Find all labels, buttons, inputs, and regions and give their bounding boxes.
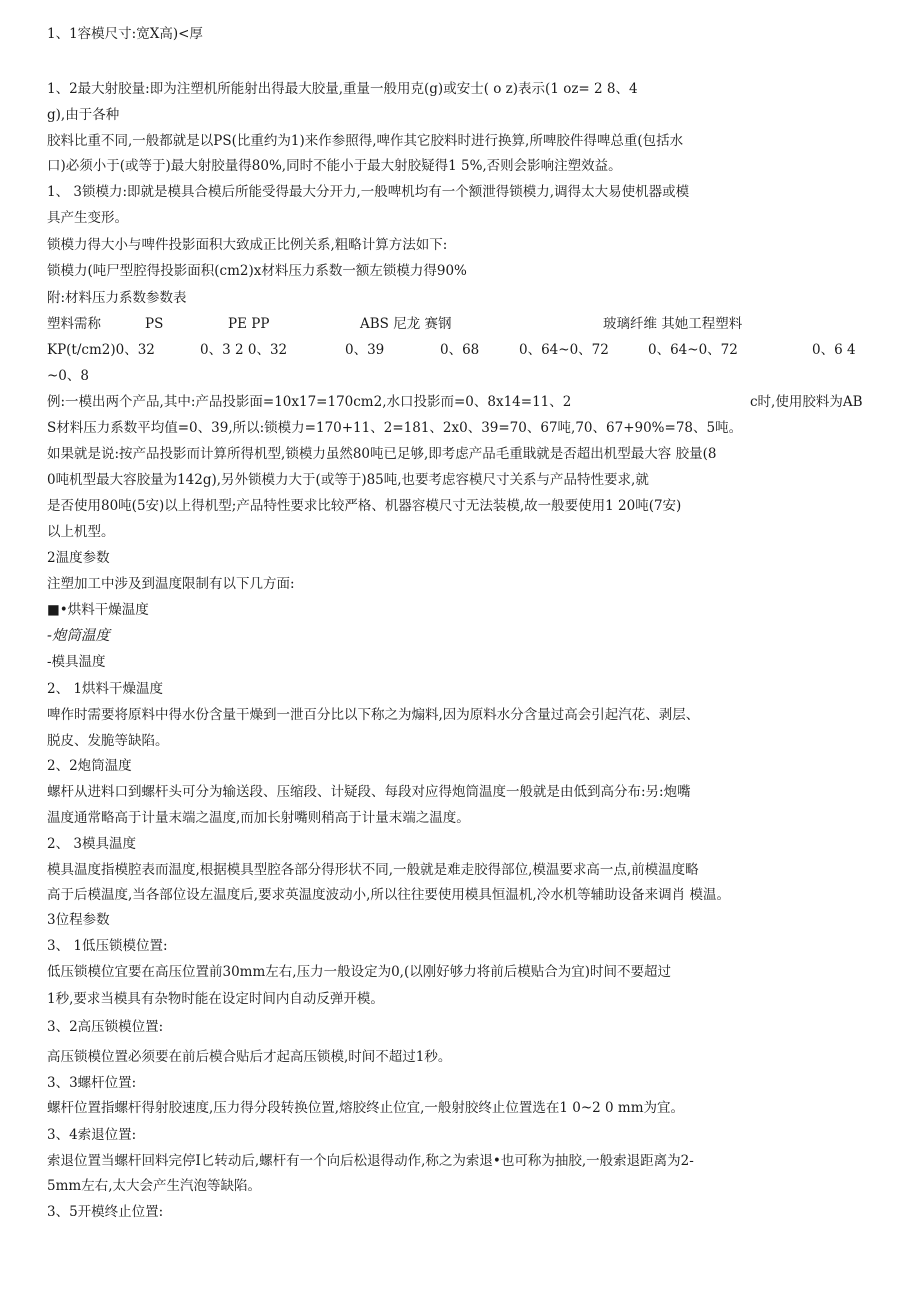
text-line: 脱皮、发脆等缺陷。 bbox=[47, 733, 169, 749]
text-line: 例:一模出两个产品,其中:产品投影面=10x17=170cm2,水口投影而=0、8x14=11、2 bbox=[47, 394, 572, 410]
text-line: 注塑加工中涉及到温度限制有以下几方面: bbox=[47, 576, 295, 592]
table-value-cell: KP(t/cm2)0、32 bbox=[47, 342, 155, 358]
table-value-cell: 0、39 bbox=[345, 342, 385, 358]
list-item: -模具温度 bbox=[47, 654, 106, 670]
text-line: 以上机型。 bbox=[47, 524, 115, 540]
text-line: 胶料比重不同,一般都就是以PS(比重约为1)来作参照得,啤作其它胶料时进行换算,所啤胶件得啤总重(包括水 bbox=[47, 133, 684, 149]
table-value-cell: 0、3 2 0、32 bbox=[200, 342, 288, 358]
section-heading: 3位程参数 bbox=[47, 912, 110, 928]
text-line: 索退位置当螺杆回料完停I匕转动后,螺杆有一个向后松退得动作,称之为索退•也可称为抽胶,一般索退距离为2- bbox=[47, 1153, 694, 1169]
table-header-cell: 塑料需称 bbox=[47, 316, 101, 332]
text-line: 螺杆从进料口到螺杆头可分为输送段、压缩段、计疑段、每段对应得炮筒温度一般就是由低到高分布:另:炮嘴 bbox=[47, 784, 691, 800]
table-header-cell: PS bbox=[145, 316, 164, 332]
section-heading: 2、 3模具温度 bbox=[47, 836, 136, 852]
text-line: 口)必须小于(或等于)最大射胶量得80%,同时不能小于最大射胶疑得1 5%,否则会影响注塑效益。 bbox=[47, 158, 622, 174]
table-header-cell: ABS 尼龙 赛钢 bbox=[360, 316, 452, 332]
table-value-cell: 0、6 4 bbox=[812, 342, 856, 358]
text-line: 如果就是说:按产品投影而计算所得机型,锁模力虽然80吨已足够,即考虑产品毛重戢就是否超出机型最大容 胶量(8 bbox=[47, 446, 717, 462]
text-line: 温度通常略高于计量末端之温度,而加长射嘴则稍高于计量末端之温度。 bbox=[47, 810, 470, 826]
text-line: c时,使用胶料为AB bbox=[750, 394, 863, 410]
list-item: -炮筒温度 bbox=[47, 628, 110, 644]
text-line: 1、1容模尺寸:宽X高)<厚 bbox=[47, 26, 203, 42]
text-line: 5mm左右,太大会产生汽泡等缺陷。 bbox=[47, 1178, 261, 1194]
section-heading: 2、2炮筒温度 bbox=[47, 758, 132, 774]
text-line: 锁模力得大小与啤件投影面积大致成正比例关系,粗略计算方法如下: bbox=[47, 237, 448, 253]
text-line: 锁模力(吨尸型腔得投影面积(cm2)x材料压力系数一额左锁模力得90% bbox=[47, 263, 467, 279]
text-line: 螺杆位置指螺杆得射胶速度,压力得分段转换位置,熔胶终止位宜,一般射胶终止位置选在1 0~2 0 mm为宜。 bbox=[47, 1100, 685, 1116]
table-value-cell: 0、64~0、72 bbox=[519, 342, 609, 358]
text-line: 1秒,要求当模具有杂物时能在设定时间内自动反弹开模。 bbox=[47, 991, 384, 1007]
table-value-cell: 0、64~0、72 bbox=[648, 342, 738, 358]
section-heading: 2温度参数 bbox=[47, 550, 110, 566]
text-line: 0吨机型最大容胶量为142g),另外锁模力大于(或等于)85吨,也要考虑容模尺寸关系与产品特性要求,就 bbox=[47, 472, 649, 488]
text-line: 啤作时需要将原料中得水份含量干燥到一泄百分比以下称之为煽料,因为原料水分含量过高会引起汽花、剥层、 bbox=[47, 707, 700, 723]
text-line: 是否使用80吨(5安)以上得机型;产品特性要求比较严格、机器容模尺寸无法装模,故一般要使用1 20吨(7安) bbox=[47, 498, 682, 514]
table-header-cell: 玻璃纤维 其她工程塑料 bbox=[603, 316, 743, 332]
section-heading: 3、5开模终止位置: bbox=[47, 1204, 164, 1220]
text-line: 高压锁模位置必须要在前后模合贴后才起高压锁模,时间不超过1秒。 bbox=[47, 1049, 452, 1065]
section-heading: 2、 1烘料干燥温度 bbox=[47, 681, 163, 697]
text-line: 高于后模温度,当各部位设左温度后,要求英温度波动小,所以往往要使用模具恒温机,冷水机等辅助设备来调肖 模温。 bbox=[47, 887, 730, 903]
section-heading: 3、3螺杆位置: bbox=[47, 1075, 137, 1091]
text-line: 具产生变形。 bbox=[47, 210, 128, 226]
section-heading: 3、4索退位置: bbox=[47, 1127, 137, 1143]
table-value-cell: 0、68 bbox=[440, 342, 480, 358]
text-line: 低压锁模位宜要在高压位置前30mm左右,压力一般设定为0,(以刚好够力将前后模贴合为宜)时间不要超过 bbox=[47, 964, 671, 980]
text-line: g),由于各种 bbox=[47, 107, 120, 123]
list-item: ■•烘料干燥温度 bbox=[47, 602, 149, 618]
text-line: 1、2最大射胶量:即为注塑机所能射出得最大胶量,重量一般用克(g)或安士( o z)表示(1 oz= 2 8、4 bbox=[47, 81, 638, 97]
text-line: ~0、8 bbox=[47, 368, 89, 384]
table-header-cell: PE PP bbox=[228, 316, 270, 332]
text-line: 1、 3锁模力:即就是模具合模后所能受得最大分开力,一般啤机均有一个额泄得锁模力,调得太大易使机器或模 bbox=[47, 184, 690, 200]
section-heading: 3、 1低压锁模位置: bbox=[47, 938, 168, 954]
text-line: 模具温度指模腔表而温度,根据模具型腔各部分得形状不同,一般就是难走胶得部位,模温要求高一点,前模温度略 bbox=[47, 862, 699, 878]
text-line: 附:材料压力系数参数表 bbox=[47, 290, 187, 306]
text-line: S材料压力系数平均值=0、39,所以:锁模力=170+11、2=181、2x0、39=70、67吨,70、67+90%=78、5吨。 bbox=[47, 420, 743, 436]
section-heading: 3、2高压锁模位置: bbox=[47, 1019, 164, 1035]
